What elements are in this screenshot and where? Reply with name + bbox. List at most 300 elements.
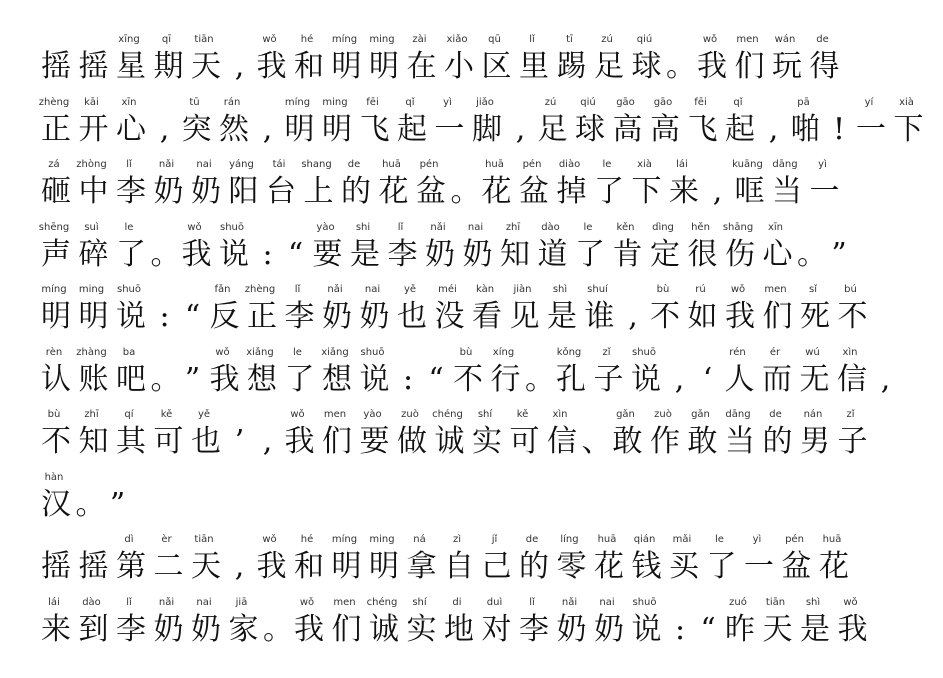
pinyin-annotation: de [816,34,829,45]
hanzi: 明 [284,111,315,147]
hanzi: 吧 [116,361,146,397]
pinyin-annotation: yào [316,221,335,233]
text-line [38,158,888,220]
pinyin-annotation: pén [419,159,439,170]
hanzi: ’ [234,424,245,459]
pinyin-annotation: yì [443,96,452,108]
hanzi: 我 [725,299,755,334]
hanzi: 知 [500,236,530,272]
hanzi: 。 [75,486,106,522]
pinyin-annotation: qī [161,34,172,45]
hanzi: 球 [631,49,662,84]
pinyin-annotation: shí [412,596,427,608]
pinyin-annotation: lái [48,596,60,608]
pinyin-annotation: yě [197,409,211,420]
pinyin-annotation: zhī [505,221,521,233]
hanzi: 花 [819,549,849,584]
hanzi: 碎 [78,236,109,272]
hanzi: 的 [341,174,371,209]
pinyin-annotation: fēi [694,96,707,108]
hanzi: ‘ [702,361,713,397]
hanzi: 李 [387,236,418,272]
pinyin-annotation: zǐ [602,346,611,358]
pinyin-annotation: hé [300,34,314,45]
pinyin-annotation: wú [805,346,820,358]
hanzi: 李 [116,174,146,209]
hanzi: 心 [116,111,146,147]
pinyin-annotation: zì [452,534,462,545]
hanzi: 到 [78,611,109,647]
hanzi: 一 [434,111,465,147]
pinyin-annotation: sǐ [809,284,817,295]
pinyin-annotation: líng [560,534,579,545]
hanzi: 也 [397,299,427,334]
hanzi: 李 [116,611,146,647]
hanzi: 正 [247,299,277,334]
hanzi: 心 [762,236,793,272]
pinyin-annotation: gǎn [616,409,635,420]
hanzi: 我 [256,49,287,84]
pinyin-annotation: shēng [38,221,70,233]
hanzi: 的 [762,424,793,459]
hanzi: 盆 [416,174,446,209]
hanzi: 肯 [612,236,643,272]
pinyin-annotation: jiǎo [476,96,494,108]
hanzi: 。 [150,361,181,397]
hanzi: 家 [228,611,259,647]
hanzi: 摇 [41,549,71,584]
pinyin-annotation: xīn [121,96,137,108]
hanzi: ” [184,361,201,397]
hanzi: 下 [631,174,662,209]
hanzi: 踢 [556,49,587,84]
pinyin-annotation: hěn [691,221,710,233]
hanzi: 、 [581,424,612,459]
pinyin-annotation: qiú [636,34,653,45]
pinyin-annotation: gāo [653,96,673,108]
hanzi: 球 [575,111,605,147]
hanzi: 奶 [359,299,390,334]
hanzi: “ [700,611,716,647]
pinyin-annotation: qí [124,409,134,420]
pinyin-annotation: zài [412,34,427,45]
hanzi: 拿 [406,549,437,584]
pinyin-annotation: yì [818,159,827,170]
hanzi: 一 [809,174,840,209]
pinyin-annotation: xiǎo [446,34,468,45]
hanzi: 很 [687,236,718,272]
pinyin-annotation: wǒ [262,534,277,545]
hanzi: 台 [266,174,296,209]
pinyin-annotation: qǐ [405,96,415,108]
pinyin-annotation: míng [41,284,67,295]
pinyin-annotation: kàn [475,284,495,295]
pinyin-annotation: chéng [432,409,463,420]
pinyin-annotation: jiā [235,596,248,608]
pinyin-annotation: tiān [765,596,786,608]
pinyin-annotation: wǒ [187,221,202,233]
pinyin-annotation: míng [331,534,358,545]
pinyin-annotation: nǎi [561,596,578,608]
hanzi: 行 [490,361,521,397]
pinyin-annotation: dào [82,596,101,608]
pinyin-annotation: shí [477,409,493,420]
hanzi: 是 [547,299,577,334]
hanzi: 小 [444,49,474,84]
text-line [38,533,888,595]
pinyin-annotation: nǎi [430,221,446,233]
hanzi: 当 [772,174,802,209]
hanzi: 。 [525,361,555,397]
hanzi: 我 [284,424,315,459]
pinyin-annotation: huā [822,534,842,545]
hanzi: 掉 [556,174,587,209]
hanzi: 明 [322,111,352,147]
hanzi: 不 [453,361,483,397]
ruby-character [891,96,941,158]
hanzi: 其 [116,424,146,459]
hanzi: 汉 [41,486,71,522]
pinyin-annotation: shuí [587,284,608,295]
hanzi: , [234,549,245,584]
pinyin-annotation: chéng [366,596,398,608]
pinyin-annotation: qū [488,34,501,45]
hanzi: 明 [369,549,399,584]
hanzi: 如 [687,299,718,334]
pinyin-annotation: ná [413,534,426,545]
hanzi: 奶 [425,236,455,272]
hanzi: 飞 [687,111,718,147]
hanzi: 。 [797,236,827,272]
hanzi: 谁 [584,299,615,334]
hanzi: 花 [594,549,624,584]
hanzi: 奶 [191,174,221,209]
hanzi: 明 [369,49,399,84]
hanzi: 们 [322,424,352,459]
hanzi: 自 [444,549,474,584]
pinyin-annotation: zǐ [846,409,855,420]
pinyin-annotation: rú [695,284,706,295]
hanzi: 盆 [781,549,812,584]
pinyin-annotation: nǎi [158,159,175,170]
hanzi: “ [287,236,304,272]
pinyin-annotation: jǐ [491,534,498,545]
pinyin-annotation: di [452,596,462,608]
pinyin-annotation: zhī [84,409,99,420]
hanzi: 得 [809,49,840,84]
hanzi: 奶 [191,611,221,647]
text-line [38,283,888,345]
pinyin-annotation: yě [403,284,417,295]
hanzi: 正 [41,111,71,147]
pinyin-annotation: shuō [632,596,657,608]
hanzi: “ [184,299,201,334]
pinyin-annotation: xiǎng [246,346,274,358]
hanzi: 说 [116,299,146,334]
pinyin-annotation: yì [752,534,762,545]
hanzi: 不 [650,299,680,334]
hanzi: 要 [359,424,390,459]
pinyin-annotation: zá [48,159,60,170]
hanzi: 实 [406,611,437,647]
hanzi: 账 [78,361,109,397]
pinyin-annotation: èr [161,534,172,545]
hanzi: ! [832,111,846,147]
hanzi: 不 [837,299,868,334]
hanzi: 了 [594,174,624,209]
hanzi: 无 [799,361,830,397]
hanzi: 地 [444,611,474,647]
pinyin-annotation: shāng [722,221,754,233]
hanzi: 孔 [556,361,586,397]
pinyin-annotation: xīn [767,221,784,233]
hanzi: , [674,361,685,397]
hanzi: 想 [322,361,352,397]
hanzi: : [262,236,273,272]
hanzi: , [262,111,273,147]
pinyin-annotation: bù [656,284,670,295]
hanzi: 也 [191,424,221,459]
hanzi: 在 [406,49,437,84]
hanzi: 一 [856,111,886,147]
punctuation [104,471,154,533]
pinyin-annotation: dào [541,221,560,233]
pinyin-annotation: kěn [616,221,635,233]
hanzi: 奶 [556,611,587,647]
hanzi: 李 [519,611,549,647]
pinyin-annotation: huā [382,159,401,170]
pinyin-annotation: lǐ [397,221,404,233]
hanzi: 突 [181,111,212,147]
hanzi: 起 [725,111,755,147]
hanzi: 诚 [369,611,399,647]
pinyin-annotation: nán [803,409,823,420]
pinyin-annotation: dì [124,534,134,545]
hanzi: , [159,111,170,147]
hanzi: 见 [509,299,540,334]
hanzi: 我 [837,611,868,647]
hanzi: 天 [191,49,221,84]
hanzi: 道 [537,236,568,272]
hanzi: 敢 [687,424,718,459]
hanzi: 想 [247,361,277,397]
hanzi: ” [831,236,847,272]
pinyin-annotation: kuāng [732,159,763,170]
hanzi: 脚 [472,111,502,147]
pinyin-annotation: rèn [45,346,63,358]
hanzi: , [768,111,779,147]
pinyin-annotation: nǎi [158,596,175,608]
pinyin-annotation: nai [467,221,484,233]
pinyin-annotation: dāng [725,409,751,420]
pinyin-annotation: zuò [654,409,672,420]
hanzi: 奶 [594,611,624,647]
hanzi: 阳 [228,174,259,209]
pinyin-annotation: huā [597,534,617,545]
hanzi: 。 [150,236,181,272]
pinyin-annotation: ming [369,34,395,45]
hanzi: 来 [669,174,699,209]
ruby-character [807,158,857,220]
hanzi: 星 [116,49,146,84]
pinyin-annotation: xíng [492,346,515,358]
pinyin-annotation: duì [486,596,503,608]
pinyin-annotation: kāi [84,96,99,108]
hanzi: 里 [519,49,549,84]
hanzi: 和 [294,49,324,84]
pinyin-annotation: qǐ [733,96,743,108]
hanzi: 高 [650,111,680,147]
hanzi: 说 [631,361,661,397]
pinyin-annotation: diào [558,159,581,170]
pinyin-annotation: lǐ [126,596,132,608]
text-line [38,33,888,95]
hanzi: 诚 [434,424,465,459]
pinyin-annotation: ming [78,284,105,295]
hanzi: 哐 [734,174,765,209]
pinyin-annotation: ming [322,96,348,108]
pinyin-annotation: shuō [116,284,141,295]
hanzi: 天 [762,611,793,647]
hanzi: 作 [650,424,680,459]
hanzi: 飞 [359,111,390,147]
pinyin-annotation: méi [438,284,457,295]
hanzi: 男 [800,424,830,459]
pinyin-annotation: tī [566,34,573,45]
ruby-character [835,408,885,470]
hanzi: , [880,361,891,397]
pinyin-annotation: le [602,159,612,170]
pinyin-annotation: shì [552,284,568,295]
text-line [38,408,888,470]
hanzi: 声 [41,236,71,272]
hanzi: 做 [397,424,427,459]
hanzi: 来 [41,611,71,647]
pinyin-annotation: le [715,534,724,545]
hanzi: 当 [725,424,755,459]
pinyin-annotation: yáng [229,159,254,170]
pinyin-annotation: wǒ [290,409,305,420]
pinyin-annotation: zú [544,96,557,108]
text-line [38,346,891,408]
pinyin-annotation: fēi [366,96,379,108]
pinyin-annotation: shi [355,221,371,233]
hanzi: 第 [116,549,146,584]
hanzi: 了 [575,236,605,272]
hanzi: 中 [78,174,109,209]
text-line [38,596,888,658]
hanzi: 对 [481,611,512,647]
pinyin-annotation: kě [160,409,173,420]
pinyin-annotation: qián [633,534,656,545]
pinyin-annotation: rán [223,96,241,108]
pinyin-annotation: kǒng [556,346,582,358]
hanzi: 是 [800,611,830,647]
pinyin-annotation: le [583,221,593,233]
pinyin-annotation: pā [797,96,810,108]
hanzi: : [402,361,414,397]
pinyin-annotation: zuò [401,409,419,420]
pinyin-annotation: shuō [219,221,244,233]
pinyin-annotation: de [525,534,539,545]
hanzi: 知 [78,424,109,459]
pinyin-annotation: lǐ [529,596,535,608]
hanzi: 己 [481,549,512,584]
pinyin-annotation: ba [122,346,136,358]
pinyin-annotation: men [764,284,787,295]
ruby-character [835,283,885,345]
hanzi: 高 [612,111,643,147]
pinyin-annotation: huā [485,159,504,170]
pinyin-annotation: dāng [772,159,798,170]
hanzi: 买 [669,549,699,584]
hanzi: 盆 [519,174,549,209]
pinyin-annotation: suì [84,221,99,233]
pinyin-annotation: tiān [194,534,214,545]
hanzi: 下 [893,111,924,147]
pinyin-annotation: nai [599,596,615,608]
pinyin-annotation: nǎi [327,284,343,295]
hanzi: 们 [762,299,793,334]
pinyin-annotation: men [323,409,347,420]
pinyin-annotation: kě [516,409,529,420]
hanzi: 信 [547,424,577,459]
pinyin-annotation: de [769,409,782,420]
pinyin-annotation: nai [196,159,212,170]
hanzi: 人 [724,361,755,397]
hanzi: 明 [41,299,71,334]
hanzi: 是 [350,236,380,272]
pinyin-annotation: lái [676,159,688,170]
hanzi: 没 [434,299,465,334]
ruby-character [816,533,866,595]
pinyin-annotation: dìng [652,221,674,233]
hanzi: 定 [650,236,680,272]
hanzi: 砸 [41,174,71,209]
pinyin-annotation: gāo [616,96,635,108]
hanzi: 可 [509,424,540,459]
hanzi: 看 [472,299,502,334]
hanzi: 说 [631,611,662,647]
hanzi: 明 [331,549,362,584]
hanzi: 的 [519,549,549,584]
hanzi: 。 [263,611,293,647]
text-line [38,221,888,283]
pinyin-annotation: nai [196,596,212,608]
pinyin-annotation: de [347,159,361,170]
hanzi: 。 [666,49,696,84]
hanzi: 开 [78,111,109,147]
hanzi: 奶 [153,174,184,209]
pinyin-annotation: shì [805,596,821,608]
hanzi: 死 [800,299,830,334]
pinyin-annotation: hàn [44,471,64,483]
hanzi: 奶 [322,299,352,334]
pinyin-annotation: wǒ [702,34,718,45]
pinyin-annotation: yào [363,409,382,420]
hanzi: 奶 [462,236,493,272]
pinyin-annotation: xiǎng [321,346,349,358]
hanzi: 足 [594,49,624,84]
pinyin-annotation: pén [522,159,542,170]
pinyin-annotation: bù [459,346,473,358]
pinyin-annotation: lǐ [126,159,132,170]
pinyin-annotation: bù [47,409,61,420]
hanzi: 我 [294,611,324,647]
hanzi: 信 [837,361,867,397]
hanzi: 摇 [78,549,109,584]
hanzi: , [262,424,273,459]
